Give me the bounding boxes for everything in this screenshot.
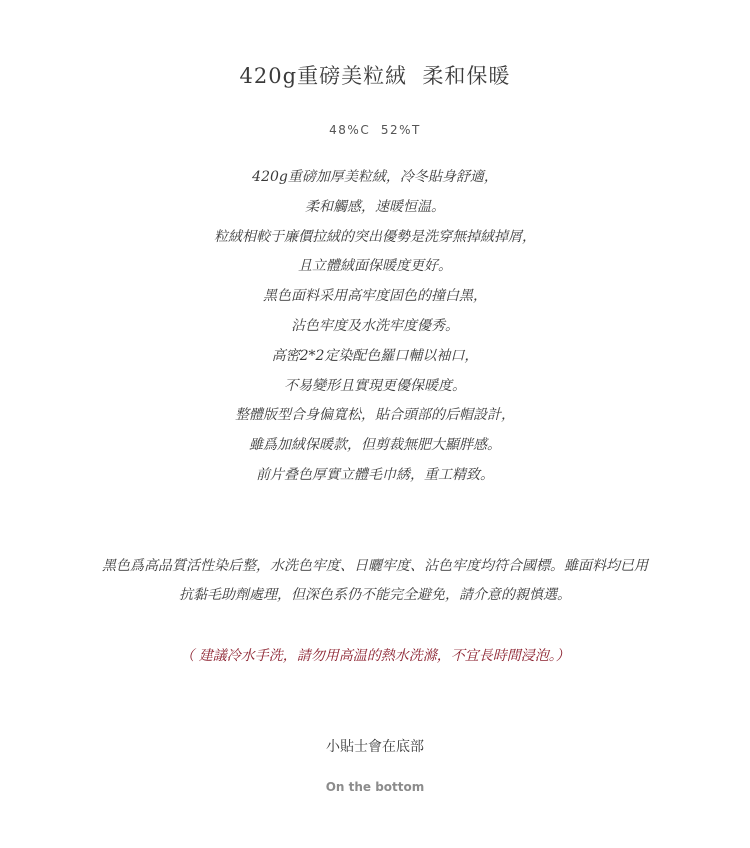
description-line: 沾色牢度及水洗牢度優秀。 — [291, 317, 459, 334]
washing-care-tip: （ 建議冷水手洗，請勿用高温的熱水洗滌，不宜長時間浸泡。） — [180, 648, 570, 664]
description-line: 高密2*2定染配色羅口輔以袖口， — [271, 347, 479, 364]
notice-line: 抗黏毛助劑處理，但深色系仍不能完全避免，請介意的親慎選。 — [179, 587, 571, 603]
fabric-composition: 48%C 52%T — [329, 123, 421, 137]
on-the-bottom-tag: On the bottom — [325, 780, 425, 794]
description-line: 且立體絨面保暖度更好。 — [298, 258, 452, 275]
description-line: 粒絨相較于廉價拉絨的突出優勢是洗穿無掉絨掉屑， — [214, 228, 536, 245]
product-title: 420g重磅美粒絨 柔和保暖 — [239, 64, 511, 88]
description-line: 整體版型合身偏寬松，貼合頭部的后帽設計， — [235, 407, 515, 424]
color-fastness-notice — [0, 552, 750, 610]
description-line: 黑色面料采用高牢度固色的撞白黑， — [263, 288, 487, 305]
description-line: 柔和觸感，速暖恒温。 — [305, 198, 445, 215]
description-line: 420g重磅加厚美粒絨，冷冬貼身舒適， — [252, 169, 498, 185]
small-tip-label: 小貼士會在底部 — [326, 739, 424, 755]
description-line: 前片叠色厚實立體毛巾綉，重工精致。 — [256, 466, 494, 483]
notice-line: 黑色爲高品質活性染后整，水洗色牢度、日曬牢度、沾色牢度均符合國標。雖面料均已用 — [102, 558, 648, 574]
description-block — [0, 163, 750, 491]
description-line: 不易變形且實現更優保暖度。 — [284, 377, 466, 394]
description-line: 雖爲加絨保暖款，但剪裁無肥大顯胖感。 — [249, 437, 501, 454]
